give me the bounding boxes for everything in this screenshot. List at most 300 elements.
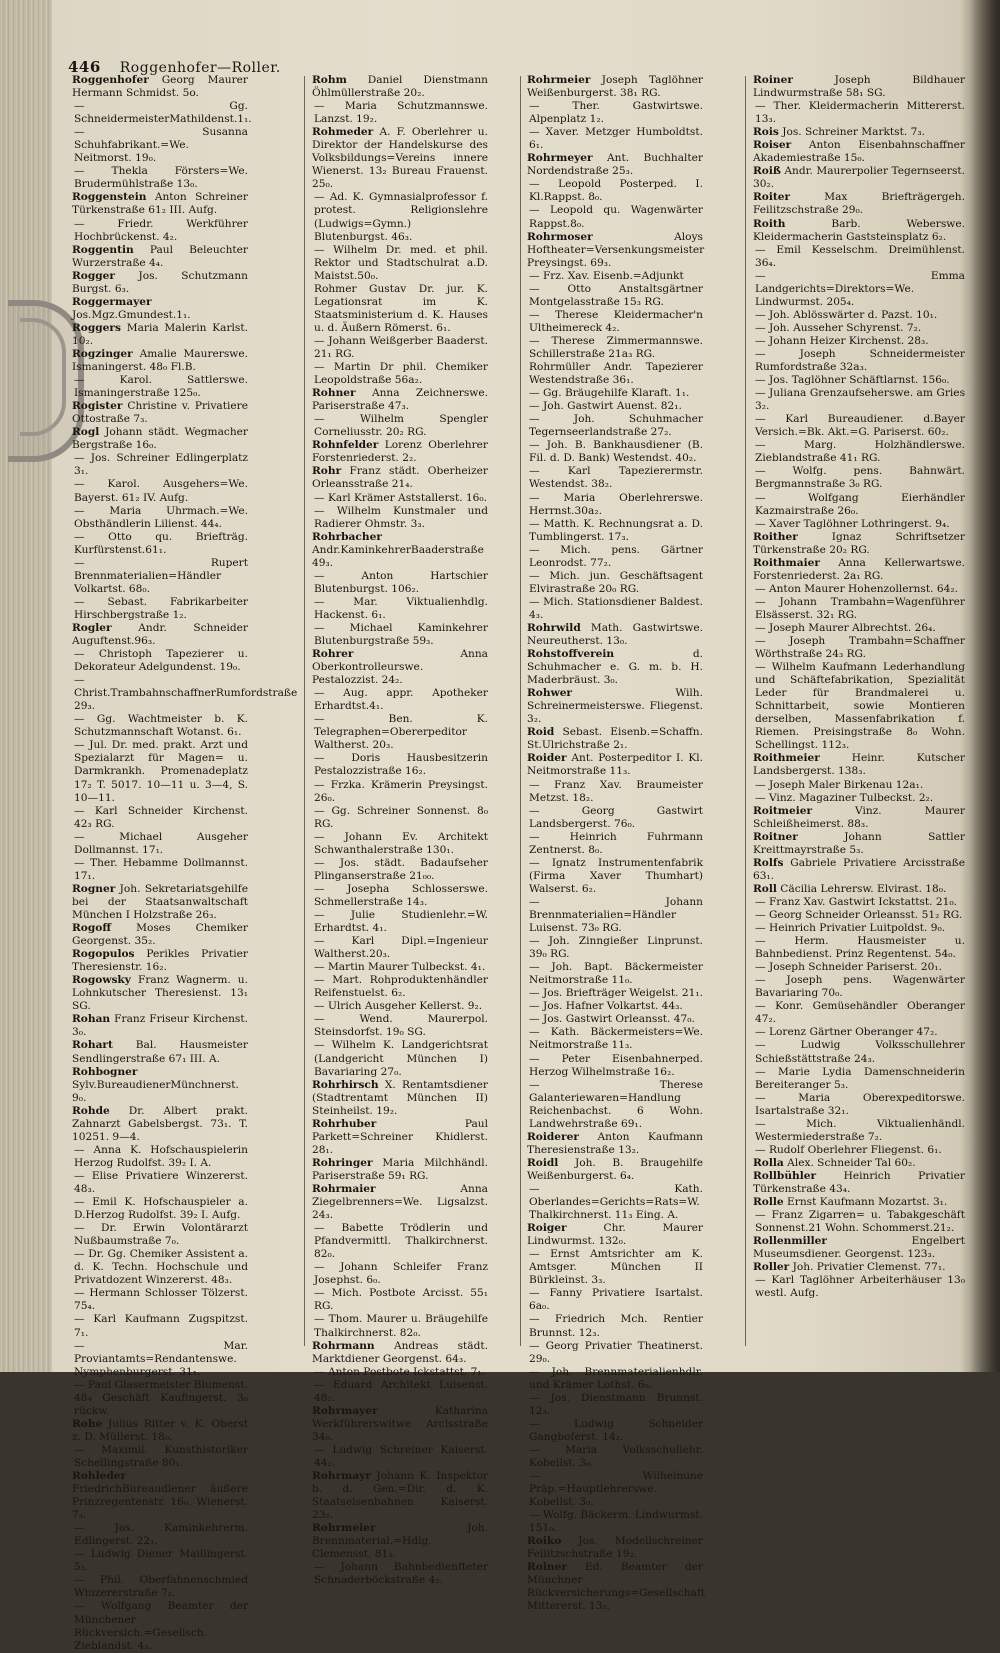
directory-entry	[527, 413, 703, 439]
entry-text: — Jos. städt. Badaufseher Plinganserstraße 21₀₀.	[314, 856, 488, 882]
entry-text: — Phil. Oberfahnenschmied Winzererstraße 7₂.	[74, 1574, 248, 1600]
directory-entry	[753, 309, 965, 322]
entry-text: — Leopold Posterped. I. Kl.Rappst. 8₀.	[529, 178, 703, 204]
directory-entry	[312, 126, 488, 191]
entry-text: — Johann Heizer Kirchenst. 28₃.	[755, 334, 929, 347]
entry-text: — Jos. Schreiner Edlingerplatz 3₁.	[74, 452, 248, 478]
directory-entry	[753, 1157, 965, 1170]
directory-entry	[527, 831, 703, 857]
directory-entry	[312, 752, 488, 778]
directory-entry	[72, 857, 248, 883]
entry-text: — Karl Schneider Kirchenst. 42₃ RG.	[74, 804, 248, 830]
entry-text: — Xaver Taglöhner Lothringerst. 9₄.	[755, 517, 950, 530]
directory-entry	[72, 1287, 248, 1313]
entry-text: Rohmeder A. F. Oberlehrer u. Direktor der Handelskurse des Volksbildungs=Vereins innere Wienerst. 13₂ Bureau Frauenst. 25₀.	[312, 126, 488, 191]
entry-text: — Johann Weißgerber Baaderst. 21₁ RG.	[314, 334, 488, 360]
entry-text: — Karol. Ausgehers=We. Bayerst. 61₂ IV. Aufg.	[74, 478, 248, 504]
entry-text: — Mich. Viktualienhändl. Westermiederstraße 7₂.	[755, 1117, 965, 1143]
entry-text: Rohrer Anna Oberkontrolleurswe. Pestalozzist. 24₂.	[312, 648, 488, 687]
entry-text: — Michael Ausgeher Dollmannst. 17₁.	[74, 830, 248, 856]
entry-text: — Joseph Trambahn=Schaffner Wörthstraße 24₃ RG.	[755, 635, 965, 661]
directory-entry	[312, 935, 488, 961]
directory-entry	[312, 100, 488, 126]
directory-entry	[753, 583, 965, 596]
entry-text: — Joseph Maurer Albrechtst. 26₄.	[755, 621, 936, 634]
directory-entry	[527, 1470, 703, 1509]
entry-text: — Josepha Schlosserswe. Schmellerstraße 14₃.	[314, 882, 488, 908]
entry-text: — Mich. jun. Geschäftsagent Elvirastraße 20₀ RG.	[529, 569, 703, 595]
directory-entry	[312, 1522, 488, 1561]
entry-text: Rohrhirsch X. Rentamtsdiener (Stadtrentamt München II) Steinheilst. 19₂.	[312, 1078, 488, 1117]
directory-entry	[753, 413, 965, 439]
directory-entry	[72, 244, 248, 270]
entry-text: Roith Barb. Weberswe. Kleidermacherin Gaststeinsplatz 6₂.	[753, 217, 965, 243]
entry-text: — Jul. Dr. med. prakt. Arzt und Spezialarzt für Magen= u. Darmkrankh. Promenadeplatz 17₂ T. 5017. 10—11 u. 3—4, S. 10—11.	[74, 739, 248, 804]
directory-entry	[312, 1470, 488, 1522]
directory-entry	[312, 961, 488, 974]
directory-entry	[527, 987, 703, 1000]
entry-text: Roggenstein Anton Schreiner Türkenstraße 61₂ III. Aufg.	[72, 191, 248, 217]
directory-entry	[312, 505, 488, 531]
entry-text: — Franz Zigarren= u. Tabakgeschäft Sonnenst.21 Wohn. Schommerst.21₂.	[755, 1209, 965, 1235]
directory-entry	[312, 1444, 488, 1470]
entry-text: — Mar. Proviantamts=Rendantenswe. Nymphenburgerst. 31₁.	[74, 1339, 248, 1378]
entry-text: Rogowsky Franz Wagnerm. u. Lohnkutscher Theresienst. 13₁ SG.	[72, 974, 248, 1013]
entry-text: Roiger Chr. Maurer Lindwurmst. 132₀.	[527, 1222, 703, 1248]
entry-text: — Joseph Schneider Pariserst. 20₁.	[755, 961, 942, 974]
entry-text: — Leopold qu. Wagenwärter Rappst.8₀.	[529, 204, 703, 230]
directory-entry	[312, 1366, 488, 1379]
directory-entry	[527, 518, 703, 544]
directory-entry	[72, 1039, 248, 1065]
directory-entry	[72, 922, 248, 948]
entry-text: — Frzka. Krämerin Preysingst. 26₀.	[314, 778, 488, 804]
entry-text: — Therese Zimmermannswe. Schillerstraße 21a₃ RG.	[529, 334, 703, 360]
entry-text: — Fanny Privatiere Isartalst. 6a₀.	[529, 1287, 703, 1313]
entry-text: Rohner Anna Zeichnerswe. Pariserstraße 47₃.	[312, 387, 488, 413]
entry-text: — Joseph Maler Birkenau 12a₁.	[755, 778, 924, 791]
directory-entry	[527, 648, 703, 687]
entry-text: Rohe Julius Ritter v. K. Oberst z. D. Müllerst. 18₀.	[72, 1417, 248, 1443]
entry-text: Rohrmeier Joseph Taglöhner Weißenburgerst. 38₁ RG.	[527, 74, 703, 100]
directory-entry	[753, 1026, 965, 1039]
directory-entry	[753, 335, 965, 348]
entry-text: — Georg Gastwirt Landsbergerst. 76₀.	[529, 804, 703, 830]
entry-text: — Marie Lydia Damenschneiderin Bereiteranger 5₃.	[755, 1065, 965, 1091]
directory-entry	[72, 713, 248, 739]
directory-entry	[312, 335, 488, 361]
directory-column-3	[527, 74, 706, 1614]
entry-text: — Wolfg. pens. Bahnwärt. Bergmannstraße 3₀ RG.	[755, 465, 965, 491]
entry-text: Roiner Joseph Bildhauer Lindwurmstraße 58₁ SG.	[753, 74, 965, 100]
directory-entry	[527, 231, 703, 270]
entry-text: Rohbogner Sylv.BureaudienerMünchnerst. 9₀.	[72, 1065, 239, 1104]
entry-text: Roller Joh. Privatier Clemenst. 77₁.	[753, 1261, 946, 1274]
directory-entry	[312, 805, 488, 831]
directory-entry	[72, 74, 248, 100]
entry-text: Roll Cäcilia Lehrersw. Elvirast. 18₀.	[753, 882, 947, 895]
directory-entry	[312, 974, 488, 1000]
directory-entry	[312, 1405, 488, 1444]
directory-entry	[753, 1039, 965, 1065]
directory-entry	[753, 857, 965, 883]
entry-text: — Dr. Erwin Volontärarzt Nußbaumstraße 7₀.	[74, 1222, 248, 1248]
directory-entry	[527, 74, 703, 100]
entry-text: — Johann Brennmaterialien=Händler Luisenst. 73₀ RG.	[529, 895, 703, 935]
directory-entry	[527, 752, 703, 778]
entry-text: Roither Ignaz Schriftsetzer Türkenstraße 20₂ RG.	[753, 530, 965, 556]
entry-text: Rollbühler Heinrich Privatier Türkenstraße 43₄.	[753, 1169, 965, 1195]
directory-entry	[312, 596, 488, 622]
entry-text: — Gg. Bräugehilfe Klaraft. 1₁.	[529, 387, 690, 400]
directory-entry	[753, 74, 965, 100]
page-number: 446	[68, 58, 101, 76]
entry-text: — Anton Postbote Ickstattst. 7₁.	[314, 1365, 485, 1378]
entry-text: — Wilhelm Kaufmann Lederhandlung und Schäftefabrikation, Spezialität Leder für Brandmalerei u. Schnittarbeit, sowie Montieren derselben, Massenfabrikation f. Riemen. Preisingstraße 8₀ Wohn. Schellingst. 112₃.	[755, 661, 965, 752]
directory-entry	[312, 1013, 488, 1039]
directory-entry	[72, 531, 248, 557]
directory-entry	[527, 1313, 703, 1339]
directory-entry	[753, 896, 965, 909]
directory-entry	[753, 1209, 965, 1235]
directory-entry	[753, 752, 965, 778]
directory-entry	[72, 1105, 248, 1144]
directory-entry	[527, 361, 703, 387]
entry-text: Rohstoffverein d. Schuhmacher e. G. m. b. H. Maderbräust. 3₀.	[527, 648, 703, 687]
entry-text: Rolla Alex. Schneider Tal 60₂.	[753, 1156, 916, 1169]
entry-text: — Juliana Grenzaufseherswe. am Gries 3₂.	[755, 387, 965, 413]
directory-entry	[753, 961, 965, 974]
entry-text: — Julie Studienlehr.=W. Erhardtst. 4₁.	[314, 909, 488, 935]
entry-text: — Wolfgang Beamter der Münchener Rückversich.=Gesellsch. Zieblandst. 4₃.	[74, 1600, 248, 1652]
entry-text: — Dr. Gg. Chemiker Assistent a. d. K. Techn. Hochschule und Privatdozent Winzererst. 48₃.	[74, 1248, 248, 1287]
directory-entry	[312, 1561, 488, 1587]
directory-entry	[527, 204, 703, 230]
directory-entry	[753, 1092, 965, 1118]
directory-entry	[312, 779, 488, 805]
entry-text: Rohleder FriedrichBureaudiener äußere Prinzregentenstr. 16₀. Wienerst. 7₃.	[72, 1470, 248, 1522]
entry-text: Rogl Johann städt. Wegmacher Bergstraße 16₀.	[72, 426, 248, 452]
directory-entry	[753, 218, 965, 244]
entry-text: — Paul Glasermeister Blumenst. 48₄ Geschäft Kaufingerst. 3₀ rückw.	[74, 1378, 248, 1417]
entry-text: — Otto qu. Briefträg. Kurfürstenst.61₁.	[74, 530, 248, 556]
entry-text: — Kath. Oberlandes=Gerichts=Rats=W. Thalkirchnerst. 11₃ Eing. A.	[529, 1182, 703, 1222]
directory-entry	[753, 831, 965, 857]
entry-text: — Mar. Viktualienhdlg. Hackenst. 6₁.	[314, 595, 488, 621]
entry-text: — Karl Kaufmann Zugspitzst. 7₁.	[74, 1313, 248, 1339]
directory-entry	[527, 1340, 703, 1366]
directory-entry	[312, 1157, 488, 1183]
entry-text: — Aug. appr. Apotheker Erhardtst.4₁.	[314, 687, 488, 713]
directory-entry	[72, 400, 248, 426]
entry-text: — Johann Bahnbedienfteter Schnaderböckstraße 4₂.	[314, 1561, 488, 1587]
entry-text: — Maria Volksschullehr. Kobellst. 3₀.	[529, 1443, 703, 1469]
entry-text: Roggers Maria Malerin Karlst. 10₂.	[72, 321, 248, 347]
entry-text: — Martin Maurer Tulbeckst. 4₁.	[314, 961, 486, 974]
entry-text: — Therese Kleidermacher'n Ultheimereck 4₂.	[529, 308, 703, 334]
entry-text: — Emil Kesselschm. Dreimühlenst. 36₄.	[755, 243, 965, 269]
directory-entry	[527, 1026, 703, 1052]
entry-text: — Marg. Holzhändlerswe. Zieblandstraße 41₁ RG.	[755, 439, 965, 465]
directory-entry	[527, 544, 703, 570]
entry-text: — Gg. Wachtmeister b. K. Schutzmannschaft Wotanst. 6₁.	[74, 713, 248, 739]
directory-entry	[527, 400, 703, 413]
entry-text: — Emil K. Hofschauspieler a. D.Herzog Rudolfst. 39₂ I. Aufg.	[74, 1196, 248, 1222]
directory-entry	[753, 596, 965, 622]
directory-entry	[72, 1470, 248, 1522]
directory-entry	[72, 505, 248, 531]
column-divider	[745, 76, 746, 1346]
directory-entry	[312, 439, 488, 465]
entry-text: — Sebast. Fabrikarbeiter Hirschbergstraße 1₂.	[74, 595, 248, 621]
entry-text: — Maria Oberexpeditorswe. Isartalstraße 32₁.	[755, 1091, 965, 1117]
entry-text: — Ignatz Instrumentenfabrik (Firma Xaver Thumhart) Walserst. 6₂.	[529, 856, 703, 895]
directory-entry	[527, 1444, 703, 1470]
directory-entry	[527, 1561, 706, 1613]
entry-text: Roid Sebast. Eisenb.=Schaffn. St.Ulrichstraße 2₁.	[527, 726, 703, 752]
entry-text: — Mich. Postbote Arcisst. 55₁ RG.	[314, 1287, 488, 1313]
directory-entry	[72, 974, 248, 1013]
entry-text: — Maximil. Kunsthistoriker Schellingstraße 80₁.	[74, 1443, 248, 1469]
directory-entry	[527, 152, 703, 178]
directory-entry	[527, 779, 703, 805]
directory-entry	[312, 413, 488, 439]
directory-entry	[527, 1509, 703, 1535]
entry-text: — Mich. Stationsdiener Baldest. 4₃.	[529, 595, 703, 621]
directory-entry	[527, 1000, 703, 1013]
entry-text: — Wilhelm K. Landgerichtsrat (Landgericht München I) Bavariaring 27₀.	[314, 1039, 488, 1078]
directory-entry	[753, 1274, 965, 1300]
entry-text: — Maria Schutzmannswe. Lanzst. 19₂.	[314, 100, 488, 126]
directory-entry	[312, 492, 488, 505]
entry-text: — Wilhelm Kunstmaler und Radierer Ohmstr. 3₃.	[314, 504, 488, 530]
entry-text: — Johann Schleifer Franz Josephst. 6₀.	[314, 1261, 488, 1287]
entry-text: Rohrmayr Johann K. Inspektor b. d. Gen.=Dir. d. K. Staatseisenbahnen Kaiserst. 23₂.	[312, 1470, 488, 1522]
entry-text: Rohrmann Andreas städt. Marktdiener Georgenst. 64₃.	[312, 1339, 488, 1365]
entry-text: Rohm Daniel Dienstmann Öhlmüllerstraße 20₂.	[312, 74, 488, 100]
directory-entry	[72, 1444, 248, 1470]
entry-text: Rohwer Wilh. Schreinermeisterswe. Fliegenst. 3₂.	[527, 687, 703, 726]
entry-text: — Thom. Maurer u. Bräugehilfe Thalkirchnerst. 82₀.	[314, 1313, 488, 1339]
entry-text: Rois Jos. Schreiner Marktst. 7₃.	[753, 126, 925, 139]
entry-text: Rogner Joh. Sekretariatsgehilfe bei der Staatsanwaltschaft München I Holzstraße 26₃.	[72, 882, 248, 921]
directory-entry	[753, 1144, 965, 1157]
entry-text: — Wilhelm Dr. med. et phil. Rektor und Stadtschulrat a.D. Maistst.50₀.	[314, 243, 488, 282]
entry-text: — Joh. Brennmaterialienhdlr. und Krämer Lothst. 6₀.	[529, 1365, 703, 1391]
entry-text: Rogoff Moses Chemiker Georgenst. 35₂.	[72, 922, 248, 948]
entry-text: — Jos. Dienstmann Brunnst. 12₃.	[529, 1391, 703, 1417]
directory-entry	[527, 1131, 703, 1157]
entry-text: — Jos. Hafner Volkartst. 44₃.	[529, 1000, 683, 1013]
directory-entry	[312, 1039, 488, 1078]
directory-entry	[527, 283, 703, 309]
entry-text: — Ernst Amtsrichter am K. Amtsger. München II Bürkleinst. 3₃.	[529, 1248, 703, 1287]
entry-text: — Christ.TrambahnschaffnerRumfordstraße 29₃.	[74, 674, 298, 713]
directory-entry	[72, 1013, 248, 1039]
directory-entry	[527, 596, 703, 622]
directory-entry	[753, 635, 965, 661]
directory-entry	[753, 1196, 965, 1209]
directory-entry	[312, 191, 488, 243]
directory-entry	[527, 687, 703, 726]
directory-entry	[753, 518, 965, 531]
directory-entry	[527, 126, 703, 152]
directory-entry	[527, 100, 703, 126]
directory-entry	[527, 270, 703, 283]
entry-text: — Doris Hausbesitzerin Pestalozzistraße 16₂.	[314, 752, 488, 778]
directory-entry	[527, 1366, 703, 1392]
entry-text: Roiko Jos. Modellschreiner Feilitzschstraße 19₂.	[527, 1535, 703, 1561]
paper-clip-inner-icon	[20, 318, 66, 436]
directory-entry	[753, 1261, 965, 1274]
directory-entry	[72, 452, 248, 478]
directory-entry	[72, 126, 248, 165]
entry-text: Roiser Anton Eisenbahnschaffner Akademiestraße 15₀.	[753, 139, 965, 165]
directory-entry	[312, 465, 488, 491]
directory-entry	[312, 1340, 488, 1366]
directory-entry	[312, 1313, 488, 1339]
entry-text: — Matth. K. Rechnungsrat a. D. Tumblingerst. 17₃.	[529, 517, 703, 543]
entry-text: Roider Ant. Posterpeditor I. Kl. Neitmorstraße 11₃.	[527, 752, 703, 778]
directory-entry	[72, 1418, 248, 1444]
directory-entry	[312, 909, 488, 935]
directory-entry	[527, 387, 703, 400]
entry-text: — Frz. Xav. Eisenb.=Adjunkt	[529, 269, 684, 282]
entry-text: — Otto Anstaltsgärtner Montgelasstraße 15₃ RG.	[529, 282, 703, 308]
directory-entry	[527, 622, 703, 648]
directory-entry	[527, 309, 703, 335]
directory-entry	[72, 1066, 248, 1105]
entry-text: — Johann Ev. Architekt Schwanthalerstraße 130₁.	[314, 830, 488, 856]
entry-text: Rohrmaier Anna Ziegelbrenners=We. Ligsalzst. 24₃.	[312, 1182, 488, 1222]
entry-text: — Wilhelmine Präp.=Hauptlehrerswe. Kobellst. 3₀.	[529, 1470, 703, 1509]
directory-entry	[753, 779, 965, 792]
entry-text: — Johann Trambahn=Wagenführer Elsässerst. 32₁ RG.	[755, 595, 965, 621]
directory-entry	[527, 1222, 703, 1248]
entry-text: Rohde Dr. Albert prakt. Zahnarzt Gabelsbergst. 73₁. T. 10251. 9—4.	[72, 1104, 248, 1143]
directory-entry	[72, 1196, 248, 1222]
entry-text: — Ad. K. Gymnasialprofessor f. protest. Religionslehre (Ludwigs=Gymn.) Blutenburgst. 46₃.	[314, 191, 488, 243]
directory-entry	[72, 1600, 248, 1652]
entry-text: — Joh. B. Bankhausdiener (B. Fil. d. D. Bank) Westendst. 40₂.	[529, 439, 703, 465]
directory-entry	[753, 935, 965, 961]
entry-text: — Karol. Sattlerswe. Ismaningerstraße 125₀.	[74, 374, 248, 400]
directory-entry	[312, 1079, 488, 1118]
directory-entry	[312, 1183, 488, 1222]
directory-entry	[72, 270, 248, 296]
directory-entry	[753, 270, 965, 309]
column-divider	[304, 76, 305, 1346]
directory-entry	[527, 1418, 703, 1444]
directory-entry	[72, 557, 248, 596]
directory-column-1	[72, 74, 298, 1653]
directory-entry	[527, 896, 703, 935]
directory-entry	[72, 1379, 248, 1418]
directory-entry	[527, 1392, 703, 1418]
directory-entry	[72, 426, 248, 452]
directory-entry	[72, 478, 248, 504]
entry-text: — Vinz. Magaziner Tulbeckst. 2₂.	[755, 791, 934, 804]
entry-text: Rohrbacher Andr.KaminkehrerBaaderstraße 49₃.	[312, 530, 484, 569]
entry-text: — Rupert Brennmaterialien=Händler Volkartst. 68₀.	[74, 556, 248, 595]
entry-text: — Michael Kaminkehrer Blutenburgstraße 59₃.	[314, 621, 488, 648]
entry-text: — Ludwig Volksschullehrer Schießstättstraße 24₃.	[755, 1039, 965, 1065]
directory-entry	[72, 374, 248, 400]
directory-entry	[312, 1222, 488, 1261]
directory-entry	[753, 661, 965, 752]
entry-text: — Joh. Bapt. Bäckermeister Neitmorstraße 11₀.	[529, 961, 703, 987]
page-title: Roggenhofer—Roller.	[119, 60, 281, 76]
directory-entry	[753, 805, 965, 831]
entry-text: — Joh. Schuhmacher Tegernseerlandstraße 27₂.	[529, 413, 703, 439]
entry-text: Roithmeier Heinr. Kutscher Landsbergerst. 138₃.	[753, 752, 965, 778]
entry-text: Rogler Andr. Schneider Auguftenst.96₃.	[72, 621, 248, 648]
entry-text: Rohrwild Math. Gastwirtswe. Neureutherst. 13₀.	[527, 621, 703, 648]
directory-entry	[527, 1248, 703, 1287]
entry-text: Rogopulos Perikles Privatier Theresienstr. 16₂.	[72, 948, 248, 974]
entry-text: — Maria Uhrmach.=We. Obsthändlerin Lilienst. 44₄.	[74, 504, 248, 530]
entry-text: Rogzinger Amalie Maurerswe. Ismaningerst. 48₀ Fl.B.	[72, 347, 248, 374]
entry-text: — Jos. Gastwirt Orleansst. 47₀.	[529, 1013, 695, 1026]
directory-entry	[72, 322, 248, 348]
entry-text: Rogister Christine v. Privatiere Ottostraße 7₃.	[72, 400, 248, 426]
entry-text: — Joh. Zinngießer Linprunst. 39₀ RG.	[529, 935, 703, 961]
entry-text: Rogger Jos. Schutzmann Burgst. 6₃.	[72, 269, 248, 295]
directory-entry	[527, 805, 703, 831]
entry-text: Rohrmeier Joh. Brennmaterial.=Hdlg. Clemensst. 81₃.	[312, 1522, 488, 1561]
directory-entry	[312, 531, 488, 570]
entry-text: — Martin Dr phil. Chemiker Leopoldstraße 56a₂.	[314, 361, 488, 387]
entry-text: — Anton Hartschier Blutenburgst. 106₂.	[314, 569, 488, 595]
directory-entry	[72, 805, 248, 831]
entry-text: Roithmaier Anna Kellerwartswe. Forstenriederst. 2a₁ RG.	[753, 556, 965, 582]
directory-entry	[753, 1235, 965, 1261]
directory-entry	[527, 439, 703, 465]
entry-text: Rohrhuber Paul Parkett=Schreiner Khidlerst. 28₁.	[312, 1117, 488, 1156]
directory-entry	[753, 622, 965, 635]
directory-entry	[312, 883, 488, 909]
entry-text: — Joseph Schneidermeister Rumfordstraße 32a₃.	[755, 347, 965, 374]
entry-text: — Wend. Maurerpol. Steinsdorfst. 19₀ SG.	[314, 1013, 488, 1039]
entry-text: — Franz Xav. Braumeister Metzst. 18₂.	[529, 778, 703, 804]
entry-text: — Georg Schneider Orleansst. 51₂ RG.	[755, 909, 963, 921]
book-page-edge	[0, 0, 52, 1372]
entry-text: Roggentin Paul Beleuchter Wurzerstraße 4₄.	[72, 243, 248, 269]
entry-text: — Friedrich Mch. Rentier Brunnst. 12₃.	[529, 1313, 703, 1339]
directory-entry	[312, 687, 488, 713]
entry-text: — Wilhelm Spengler Corneliusstr. 20₂ RG.	[314, 413, 488, 439]
directory-entry	[527, 726, 703, 752]
entry-text: — Herm. Hausmeister u. Bahnbedienst. Prinz Regentenst. 54₀.	[755, 935, 965, 961]
directory-entry	[312, 570, 488, 596]
directory-column-2	[312, 74, 488, 1587]
entry-text: — Georg Privatier Theatinerst. 29₀.	[529, 1339, 703, 1365]
entry-text: — Karl Dipl.=Ingenieur Waltherst.20₃.	[314, 935, 488, 961]
directory-entry	[527, 570, 703, 596]
directory-entry	[527, 1287, 703, 1313]
book-spine-shadow	[970, 0, 1000, 1372]
directory-entry	[753, 922, 965, 935]
entry-text: — Therese Galanteriewaren=Handlung Reichenbachst. 6 Wohn. Landwehrstraße 69₁.	[529, 1078, 703, 1130]
entry-text: — Peter Eisenbahnerped. Herzog Wilhelmstraße 16₂.	[529, 1052, 703, 1078]
entry-text: — Christoph Tapezierer u. Dekorateur Adelgundenst. 19₀.	[74, 648, 248, 674]
entry-text: — Rudolf Oberlehrer Fliegenst. 6₁.	[755, 1143, 942, 1156]
directory-entry	[72, 296, 248, 322]
directory-column-4	[753, 74, 965, 1300]
entry-text: — Karl Bureaudiener. d.Bayer Versich.=Bk. Akt.=G. Pariserst. 60₂.	[755, 413, 965, 439]
directory-entry	[72, 1548, 248, 1574]
directory-entry	[753, 244, 965, 270]
